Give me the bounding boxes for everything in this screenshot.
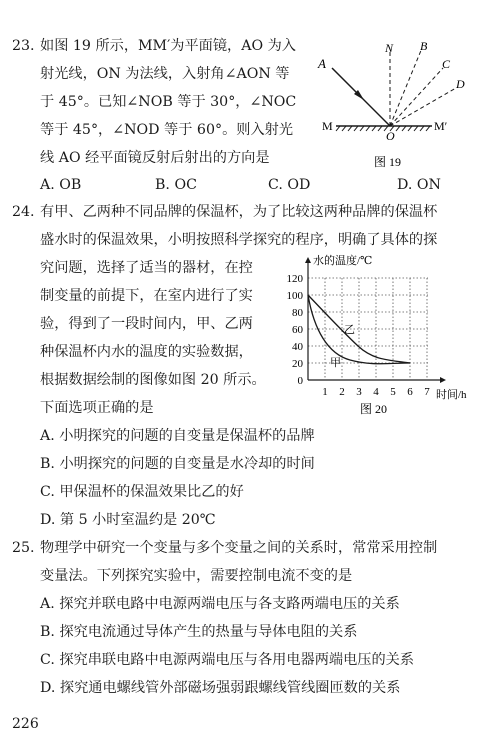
x-axis-arrow-icon	[440, 377, 446, 383]
x-tick-label: 5	[390, 386, 396, 398]
label-b: B	[420, 39, 428, 53]
x-tick-label: 3	[356, 386, 362, 398]
option-b: B. 小明探究的问题的自变量是水冷却的时间	[40, 456, 315, 472]
y-tick-label: 20	[292, 358, 303, 370]
y-tick-label: 40	[292, 341, 303, 353]
label-c: C	[442, 57, 451, 71]
x-tick-label: 6	[407, 386, 413, 398]
option-a: A. 探究并联电路中电源两端电压与各支路两端电压的关系	[40, 596, 400, 612]
question-text-line: 如图 19 所示，MM′为平面镜，AO 为入	[40, 38, 296, 54]
y-tick-label: 60	[292, 324, 303, 336]
question-text-line: 物理学中研究一个变量与多个变量之间的关系时，常常采用控制	[40, 540, 438, 556]
option-c: C. 甲保温杯的保温效果比乙的好	[40, 484, 244, 500]
question-text-line: 下面选项正确的是	[40, 400, 154, 416]
x-axis-label: 时间/h	[436, 389, 467, 401]
question-text-line: 验，得到了一段时间内，甲、乙两	[40, 316, 253, 332]
option-d: D. 探究通电螺线管外部磁场强弱跟螺线管线圈匝数的关系	[40, 680, 401, 696]
question-text-line: 等于 45°，∠NOD 等于 60°。则入射光	[40, 122, 294, 138]
x-tick-label: 4	[373, 386, 379, 398]
question-text-line: 种保温杯内水的温度的实验数据，	[40, 344, 253, 360]
question-text-line: 根据数据绘制的图像如图 20 所示。	[40, 372, 266, 388]
question-text-line: 有甲、乙两种不同品牌的保温杯，为了比较这两种品牌的保温杯	[40, 204, 438, 220]
x-tick-label: 1	[322, 386, 328, 398]
y-tick-label: 120	[286, 273, 303, 285]
option-b: B. 探究电流通过导体产生的热量与导体电阻的关系	[40, 624, 358, 640]
label-m-prime: M′	[434, 119, 448, 133]
option-a: A. 小明探究的问题的自变量是保温杯的品牌	[40, 428, 315, 444]
question-number: 24.	[12, 204, 35, 220]
label-d: D	[456, 77, 465, 91]
question-text-line: 制变量的前提下，在室内进行了实	[40, 288, 253, 304]
option-d: D. 第 5 小时室温约是 20℃	[40, 512, 216, 528]
figure-20-temperature-graph	[278, 250, 478, 415]
question-number: 23.	[12, 38, 35, 54]
graph-grid	[308, 278, 428, 380]
question-number: 25.	[12, 540, 35, 556]
curve-label-yi: 乙	[344, 324, 355, 336]
figure-caption: 图 19	[374, 155, 402, 169]
x-tick-label: 2	[339, 386, 345, 398]
label-n: N	[385, 41, 394, 55]
option-c: C. OD	[268, 177, 311, 193]
question-text-line: 射光线，ON 为法线，入射角∠AON 等	[40, 66, 290, 82]
y-tick-label: 80	[292, 307, 303, 319]
question-text-line: 究问题，选择了适当的器材，在控	[40, 260, 253, 276]
question-text-line: 变量法。下列探究实验中，需要控制电流不变的是	[40, 568, 353, 584]
y-axis-label: 水的温度/℃	[313, 255, 373, 267]
option-d: D. ON	[397, 177, 441, 193]
label-o: O	[386, 129, 395, 143]
figure-19-mirror-diagram	[310, 38, 470, 178]
option-a: A. OB	[40, 177, 82, 193]
question-text-line: 线 AO 经平面镜反射后射出的方向是	[40, 150, 270, 166]
ray-oc	[390, 68, 443, 126]
label-m: M	[322, 119, 333, 133]
label-a: A	[318, 56, 326, 71]
x-tick-label: 7	[424, 386, 430, 398]
option-c: C. 探究串联电路中电源两端电压与各用电器两端电压的关系	[40, 652, 415, 668]
figure-caption: 图 20	[360, 402, 388, 415]
y-tick-label: 0	[297, 375, 303, 387]
y-axis-arrow-icon	[305, 257, 311, 263]
ray-ob	[390, 48, 422, 126]
question-text-line: 盛水时的保温效果，小明按照科学探究的程序，明确了具体的探	[40, 232, 438, 248]
curve-label-jia: 甲	[330, 357, 341, 369]
y-tick-label: 100	[286, 290, 303, 302]
option-b: B. OC	[155, 177, 197, 193]
page-number: 226	[12, 716, 39, 732]
question-text-line: 于 45°。已知∠NOB 等于 30°，∠NOC	[40, 94, 297, 110]
